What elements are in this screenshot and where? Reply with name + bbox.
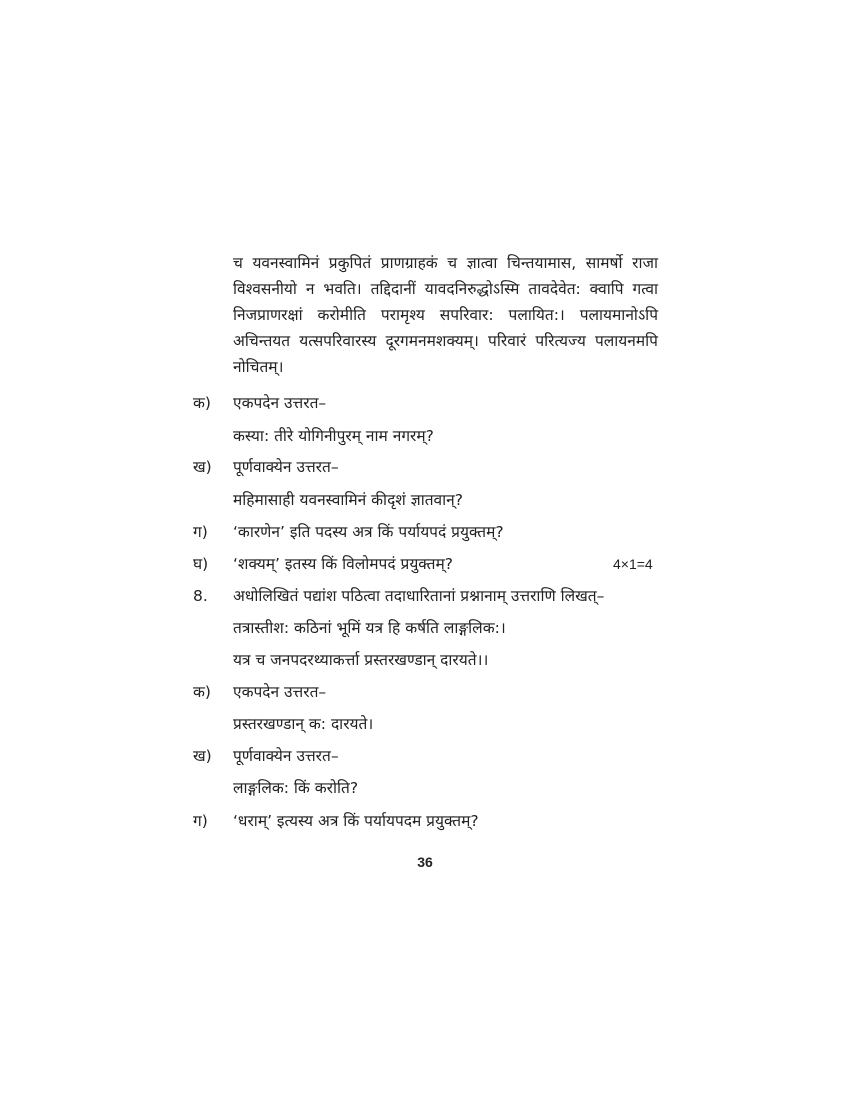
question-text: पूर्णवाक्येन उत्तरत–	[233, 747, 339, 765]
sub-question	[0, 489, 850, 511]
question-number: 8.	[193, 587, 208, 605]
sub-question-text: महिमासाही यवनस्वामिनं कीदृशं ज्ञातवान्?	[233, 491, 464, 509]
question-text: ‘कारणेन’ इति पदस्य अत्र किं पर्यायपदं प्रयुक्तम्?	[233, 523, 504, 541]
sub-question	[0, 713, 850, 735]
sub-question-text: कस्या: तीरे योगिनीपुरम् नाम नगरम्?	[233, 427, 434, 445]
passage-line: नोचितम्।	[233, 358, 284, 376]
question-marker: ग)	[193, 523, 208, 541]
question-8-heading	[0, 585, 850, 607]
question-kha	[0, 456, 850, 478]
question-ka	[0, 392, 850, 414]
marks-allocation: 4×1=4	[613, 556, 653, 572]
question-instruction: अधोलिखितं पद्यांश पठित्वा तदाधारितानां प्रश्नानाम् उत्तराणि लिखत्–	[233, 587, 605, 605]
sub-question	[0, 777, 850, 799]
question-kha	[0, 745, 850, 767]
question-text: एकपदेन उत्तरत–	[233, 394, 327, 412]
passage-line: च यवनस्वामिनं प्रकुपितं प्राणग्राहकं च ज्ञात्वा चिन्तयामास, सामर्षो राजा	[233, 254, 658, 272]
page-number: 36	[417, 854, 433, 870]
question-marker: घ)	[193, 555, 209, 573]
question-text: पूर्णवाक्येन उत्तरत–	[233, 458, 339, 476]
question-text: ‘शक्यम्’ इतस्य किं विलोमपदं प्रयुक्तम्?	[233, 555, 453, 573]
question-gha	[0, 553, 850, 575]
verse-line	[0, 617, 850, 639]
question-marker: ग)	[193, 812, 208, 830]
question-ka	[0, 681, 850, 703]
sub-question	[0, 425, 850, 447]
question-marker: ख)	[193, 458, 212, 476]
verse-text: यत्र च जनपदरथ्याकर्त्ता प्रस्तरखण्डान् दारयते।।	[233, 651, 489, 669]
verse-text: तत्रास्तीश: कठिनां भूमिं यत्र हि कर्षति लाङ्गलिक:।	[233, 619, 506, 637]
question-marker: क)	[193, 394, 211, 412]
question-marker: ख)	[193, 747, 212, 765]
sub-question-text: प्रस्तरखण्डान् क: दारयते।	[233, 715, 374, 733]
question-ga	[0, 521, 850, 543]
passage-line: विश्वसनीयो न भवति। तद्दिदानीं यावदनिरुद्धोऽस्मि तावदेवेत: क्वापि गत्वा	[233, 280, 658, 298]
sub-question-text: लाङ्गलिक: किं करोति?	[233, 779, 359, 797]
question-marker: क)	[193, 683, 211, 701]
passage-line: अचिन्तयत यत्सपरिवारस्य दूरगमनमशक्यम्। परिवारं परित्यज्य पलायनमपि	[233, 332, 658, 350]
passage-line: निजप्राणरक्षां करोमीति परामृश्य सपरिवार: पलायित:। पलायमानोऽपि	[233, 306, 658, 324]
question-text: ‘धराम्’ इत्यस्य अत्र किं पर्यायपदम प्रयुक्तम्?	[233, 812, 479, 830]
question-ga	[0, 810, 850, 832]
verse-line	[0, 649, 850, 671]
question-text: एकपदेन उत्तरत–	[233, 683, 327, 701]
